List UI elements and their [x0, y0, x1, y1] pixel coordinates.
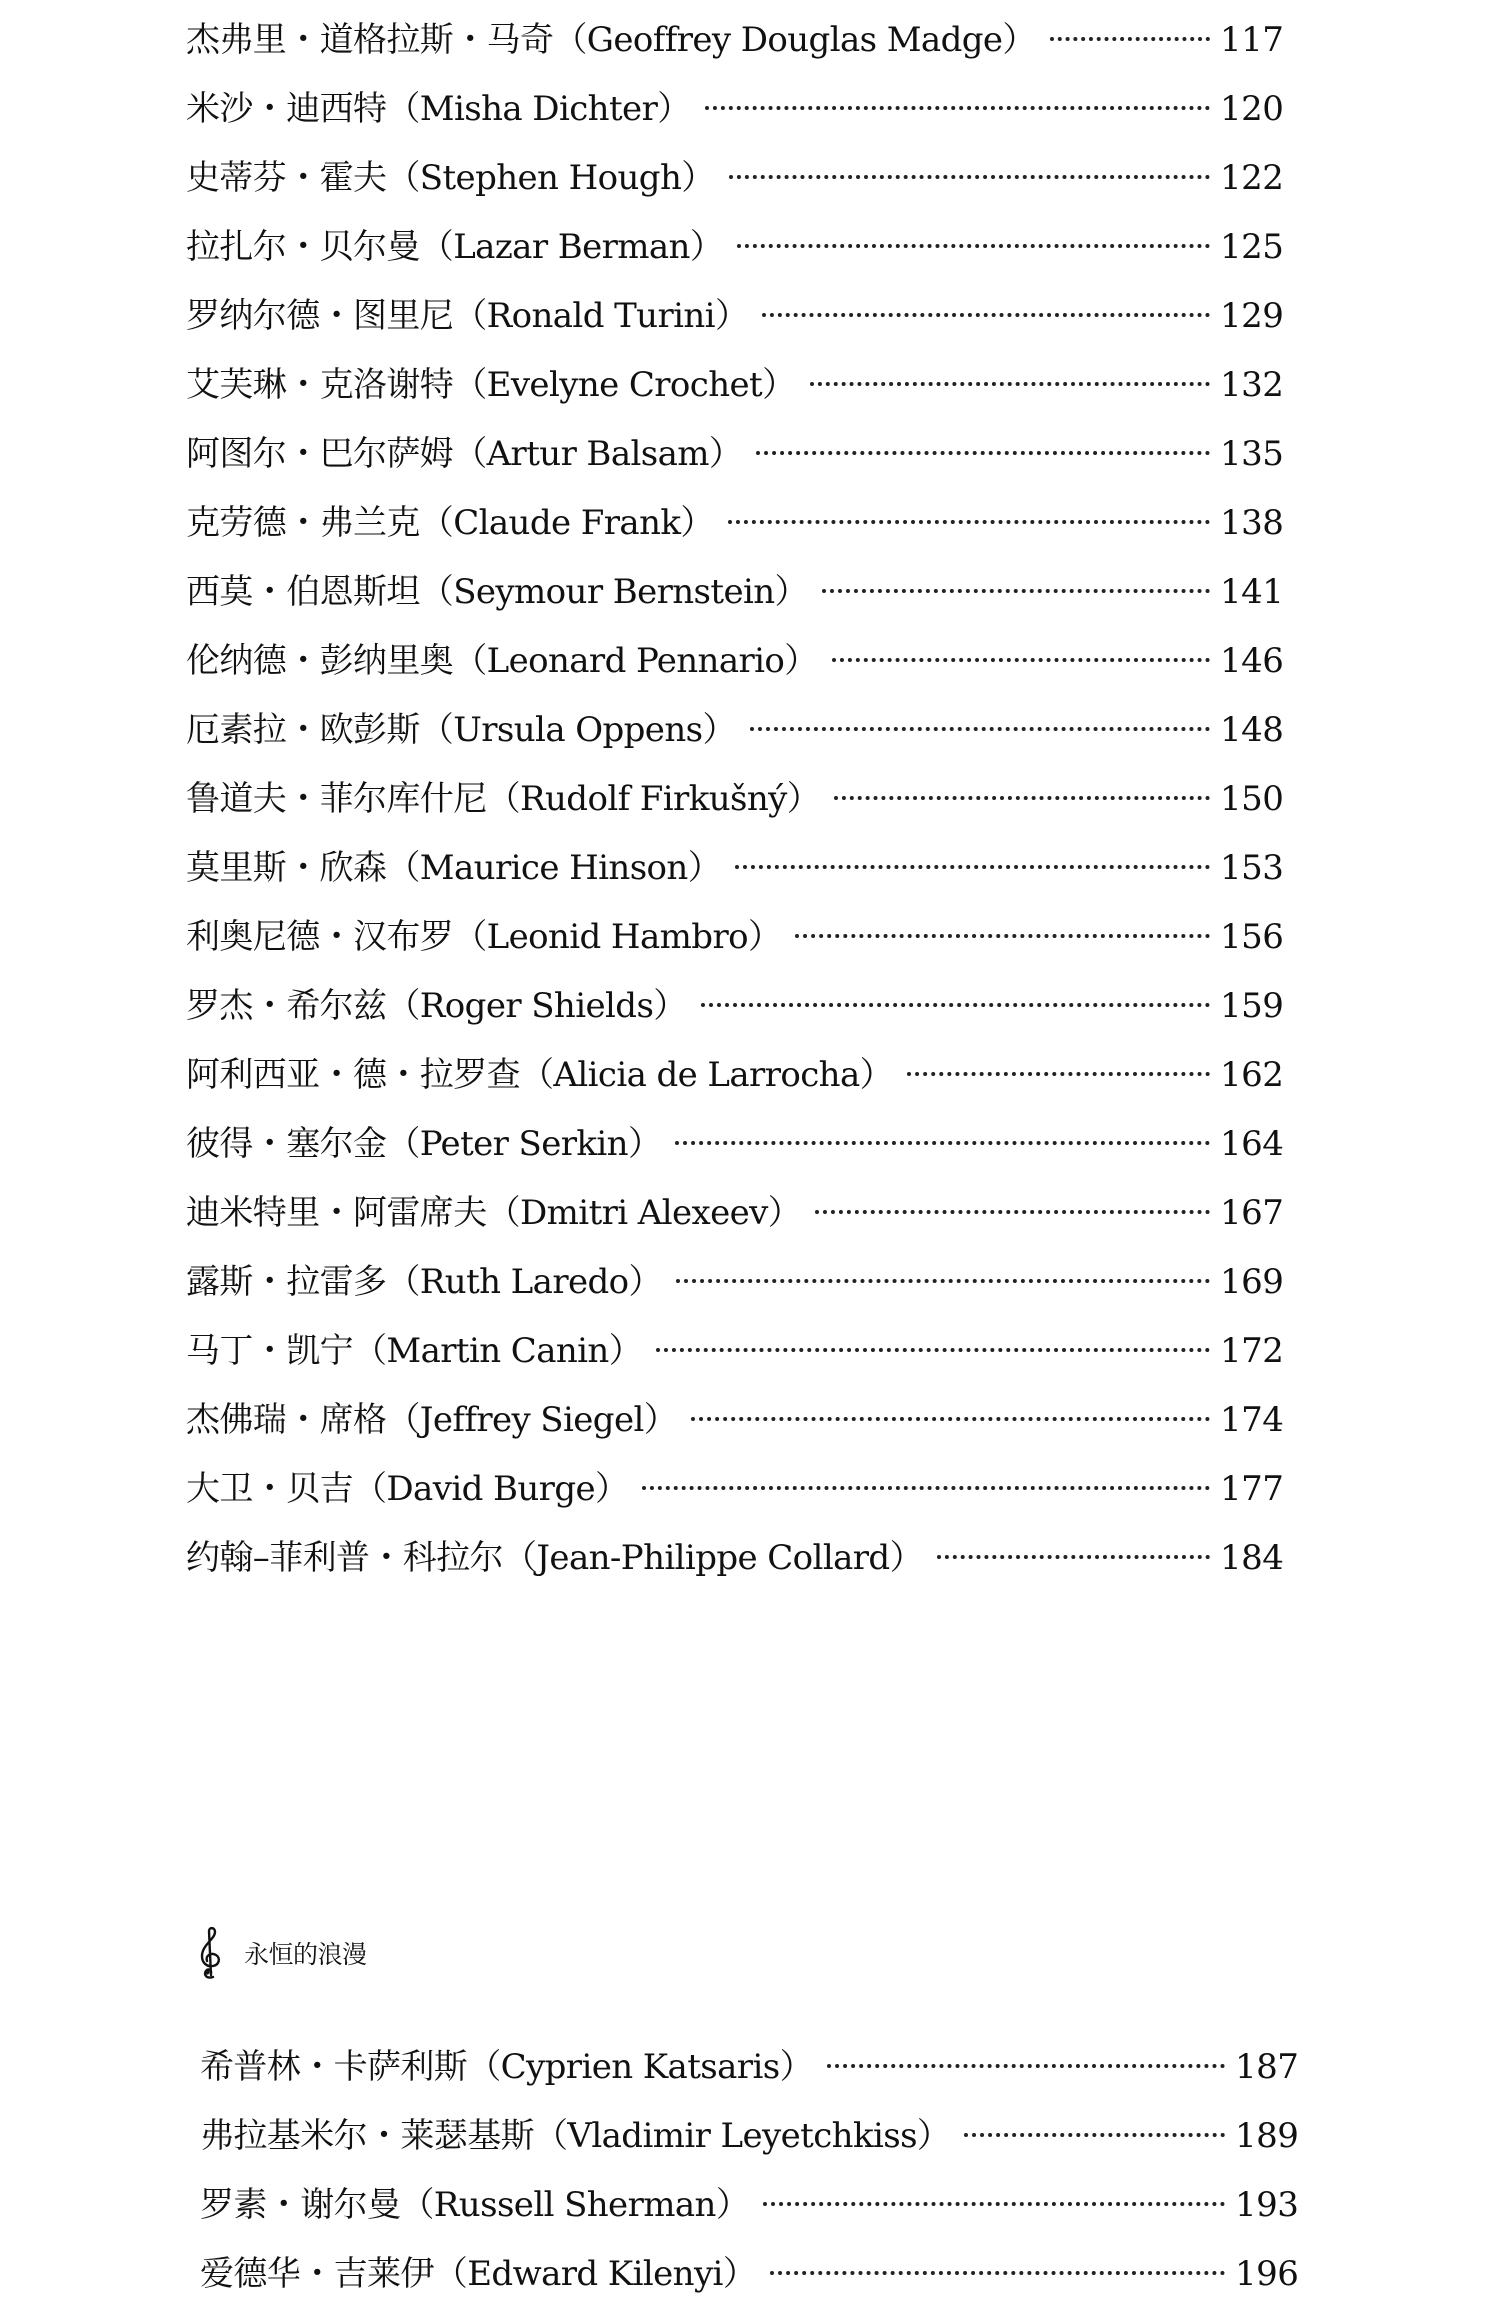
toc-entry[interactable] — [186, 1122, 1284, 1191]
toc-entry[interactable] — [186, 915, 1284, 984]
toc-entry-title: 拉扎尔・贝尔曼（Lazar Berman） — [186, 227, 724, 267]
toc-entry-title: 约翰–菲利普・科拉尔（Jean-Philippe Collard） — [186, 1538, 923, 1578]
dot-leader — [770, 2271, 1225, 2275]
toc-entry-page-number: 177 — [1220, 1469, 1284, 1509]
toc-entry-page-number: 129 — [1220, 296, 1284, 336]
toc-list-lower — [0, 2045, 1500, 2321]
dot-leader — [822, 589, 1210, 593]
dot-leader — [705, 106, 1210, 110]
toc-entry-title: 罗纳尔德・图里尼（Ronald Turini） — [186, 296, 749, 336]
toc-entry[interactable] — [186, 1260, 1284, 1329]
dot-leader — [642, 1486, 1210, 1490]
toc-entry-title: 杰佛瑞・席格（Jeffrey Siegel） — [186, 1400, 678, 1440]
toc-entry[interactable] — [186, 1053, 1284, 1122]
toc-entry-page-number: 156 — [1220, 917, 1284, 957]
toc-entry-page-number: 117 — [1220, 20, 1284, 60]
dot-leader — [729, 175, 1210, 179]
dot-leader — [750, 727, 1210, 731]
toc-entry[interactable] — [186, 984, 1284, 1053]
toc-entry-page-number: 120 — [1220, 89, 1284, 129]
toc-entry-title: 罗杰・希尔兹（Roger Shields） — [186, 986, 687, 1026]
toc-entry[interactable] — [186, 639, 1284, 708]
toc-entry[interactable] — [186, 156, 1284, 225]
toc-entry-title: 鲁道夫・菲尔库什尼（Rudolf Firkušný） — [186, 779, 821, 819]
toc-entry-title: 史蒂芬・霍夫（Stephen Hough） — [186, 158, 715, 198]
toc-entry-page-number: 187 — [1235, 2047, 1299, 2087]
toc-entry-page-number: 125 — [1220, 227, 1284, 267]
toc-entry-page-number: 132 — [1220, 365, 1284, 405]
dot-leader — [832, 658, 1210, 662]
dot-leader — [1050, 37, 1210, 41]
toc-entry-page-number: 174 — [1220, 1400, 1284, 1440]
toc-entry-page-number: 169 — [1220, 1262, 1284, 1302]
toc-entry-title: 西莫・伯恩斯坦（Seymour Bernstein） — [186, 572, 808, 612]
toc-entry-page-number: 162 — [1220, 1055, 1284, 1095]
toc-entry-title: 彼得・塞尔金（Peter Serkin） — [186, 1124, 662, 1164]
toc-entry[interactable] — [200, 2114, 1299, 2183]
running-header-title: 永恒的浪漫 — [244, 1940, 367, 1969]
dot-leader — [810, 382, 1210, 386]
toc-entry[interactable] — [186, 1467, 1284, 1536]
toc-entry[interactable] — [186, 294, 1284, 363]
dot-leader — [827, 2064, 1225, 2068]
toc-entry[interactable] — [186, 570, 1284, 639]
toc-entry-title: 阿利西亚・德・拉罗查（Alicia de Larrocha） — [186, 1055, 894, 1095]
dot-leader — [762, 313, 1210, 317]
dot-leader — [735, 865, 1210, 869]
toc-entry[interactable] — [186, 87, 1284, 156]
dot-leader — [701, 1003, 1210, 1007]
toc-entry[interactable] — [200, 2045, 1299, 2114]
toc-entry-page-number: 141 — [1220, 572, 1284, 612]
toc-entry-title: 伦纳德・彭纳里奥（Leonard Pennario） — [186, 641, 818, 681]
toc-entry-title: 艾芙琳・克洛谢特（Evelyne Crochet） — [186, 365, 796, 405]
toc-entry[interactable] — [186, 225, 1284, 294]
toc-entry-title: 迪米特里・阿雷席夫（Dmitri Alexeev） — [186, 1193, 802, 1233]
toc-entry[interactable] — [186, 1536, 1284, 1605]
dot-leader — [907, 1072, 1210, 1076]
toc-entry-page-number: 184 — [1220, 1538, 1284, 1578]
toc-entry-page-number: 159 — [1220, 986, 1284, 1026]
toc-entry[interactable] — [186, 1398, 1284, 1467]
dot-leader — [656, 1348, 1210, 1352]
toc-entry[interactable] — [186, 1329, 1284, 1398]
toc-entry-page-number: 172 — [1220, 1331, 1284, 1371]
toc-entry[interactable] — [186, 708, 1284, 777]
toc-entry-page-number: 196 — [1235, 2254, 1299, 2294]
toc-entry-title: 阿图尔・巴尔萨姆（Artur Balsam） — [186, 434, 743, 474]
toc-entry-title: 希普林・卡萨利斯（Cyprien Katsaris） — [200, 2047, 813, 2087]
toc-entry-page-number: 150 — [1220, 779, 1284, 819]
running-header — [196, 1925, 367, 1981]
toc-entry[interactable] — [186, 501, 1284, 570]
toc-entry-page-number: 167 — [1220, 1193, 1284, 1233]
dot-leader — [964, 2133, 1225, 2137]
toc-entry-title: 杰弗里・道格拉斯・马奇（Geoffrey Douglas Madge） — [186, 20, 1036, 60]
toc-entry[interactable] — [186, 432, 1284, 501]
toc-entry[interactable] — [186, 18, 1284, 87]
toc-entry[interactable] — [186, 363, 1284, 432]
toc-entry-page-number: 138 — [1220, 503, 1284, 543]
dot-leader — [763, 2202, 1225, 2206]
toc-entry-title: 弗拉基米尔・莱瑟基斯（Vladimir Leyetchkiss） — [200, 2116, 951, 2156]
toc-entry-title: 露斯・拉雷多（Ruth Laredo） — [186, 1262, 662, 1302]
toc-list-upper — [0, 18, 1500, 1605]
toc-entry-page-number: 146 — [1220, 641, 1284, 681]
dot-leader — [834, 796, 1210, 800]
toc-entry-title: 克劳德・弗兰克（Claude Frank） — [186, 503, 714, 543]
toc-entry[interactable] — [186, 846, 1284, 915]
dot-leader — [795, 934, 1210, 938]
dot-leader — [937, 1555, 1210, 1559]
toc-entry[interactable] — [200, 2183, 1299, 2252]
dot-leader — [815, 1210, 1210, 1214]
toc-entry[interactable] — [186, 1191, 1284, 1260]
toc-entry-page-number: 193 — [1235, 2185, 1299, 2225]
toc-entry-title: 利奥尼德・汉布罗（Leonid Hambro） — [186, 917, 782, 957]
toc-entry-title: 爱德华・吉莱伊（Edward Kilenyi） — [200, 2254, 757, 2294]
toc-entry[interactable] — [186, 777, 1284, 846]
toc-entry-title: 罗素・谢尔曼（Russell Sherman） — [200, 2185, 750, 2225]
dot-leader — [676, 1279, 1210, 1283]
toc-entry-page-number: 122 — [1220, 158, 1284, 198]
toc-entry-page-number: 153 — [1220, 848, 1284, 888]
toc-entry-title: 米沙・迪西特（Misha Dichter） — [186, 89, 691, 129]
toc-entry-title: 大卫・贝吉（David Burge） — [186, 1469, 629, 1509]
treble-clef-icon — [196, 1925, 226, 1981]
toc-entry-page-number: 189 — [1235, 2116, 1299, 2156]
dot-leader — [756, 451, 1210, 455]
dot-leader — [728, 520, 1210, 524]
toc-entry-page-number: 148 — [1220, 710, 1284, 750]
dot-leader — [691, 1417, 1210, 1421]
toc-entry-title: 莫里斯・欣森（Maurice Hinson） — [186, 848, 722, 888]
toc-entry-page-number: 135 — [1220, 434, 1284, 474]
toc-entry-title: 厄素拉・欧彭斯（Ursula Oppens） — [186, 710, 736, 750]
toc-entry[interactable] — [200, 2252, 1299, 2321]
toc-entry-page-number: 164 — [1220, 1124, 1284, 1164]
toc-entry-title: 马丁・凯宁（Martin Canin） — [186, 1331, 643, 1371]
dot-leader — [675, 1141, 1210, 1145]
dot-leader — [737, 244, 1210, 248]
